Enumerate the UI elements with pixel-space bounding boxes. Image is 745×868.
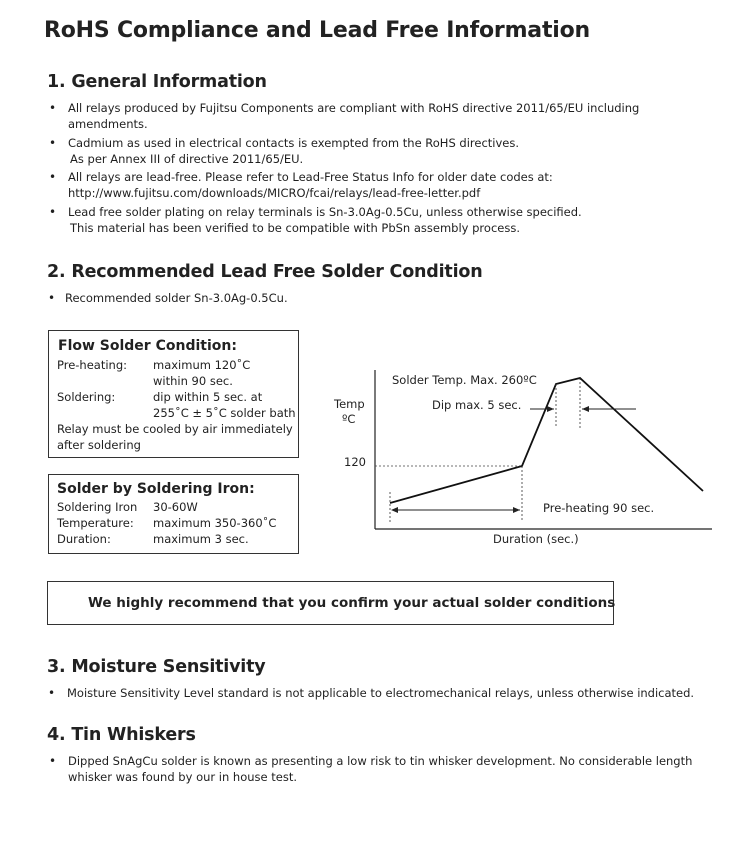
recommendation-text: We highly recommend that you confirm your actual solder conditions bbox=[88, 595, 616, 611]
bullet-link[interactable]: http://www.fujitsu.com/downloads/MICRO/fcai/relays/lead-free-letter.pdf bbox=[68, 186, 481, 200]
bullet-text: amendments. bbox=[68, 117, 148, 131]
x-axis-label: Duration (sec.) bbox=[493, 532, 579, 546]
bullet-text: whisker was found by our in house test. bbox=[68, 770, 297, 784]
list-item bbox=[49, 753, 708, 785]
iron-row-label: Soldering Iron bbox=[57, 500, 138, 514]
list-item bbox=[48, 685, 707, 701]
bullet-text: Cadmium as used in electrical contacts is exempted from the RoHS directives. bbox=[68, 136, 520, 150]
soldering-iron-box bbox=[48, 474, 299, 554]
list-item bbox=[49, 169, 688, 201]
bullet-text: Lead free solder plating on relay terminals is Sn-3.0Ag-0.5Cu, unless otherwise specified. bbox=[68, 205, 582, 219]
soldering-iron-title: Solder by Soldering Iron: bbox=[57, 481, 255, 497]
y-axis-label: Temp bbox=[334, 397, 365, 411]
page-title: RoHS Compliance and Lead Free Information bbox=[44, 18, 590, 43]
bullet-text: Recommended solder Sn-3.0Ag-0.5Cu. bbox=[65, 291, 288, 305]
iron-row-value: maximum 350-360˚C bbox=[153, 516, 277, 530]
preheat-label: Pre-heating 90 sec. bbox=[543, 501, 655, 515]
bullet-icon: • bbox=[49, 101, 57, 115]
bullet-icon: • bbox=[49, 136, 57, 150]
flow-solder-box bbox=[48, 330, 299, 458]
bullet-icon: • bbox=[49, 754, 57, 768]
y-axis-unit: ºC bbox=[342, 412, 356, 426]
preheat-value: maximum 120˚C bbox=[153, 358, 251, 372]
dip-label: Dip max. 5 sec. bbox=[432, 398, 522, 412]
soldering-value: 255˚C ± 5˚C solder bath bbox=[153, 406, 296, 420]
bullet-icon: • bbox=[48, 291, 56, 305]
bullet-icon: • bbox=[48, 686, 56, 700]
preheat-value: within 90 sec. bbox=[153, 374, 233, 388]
solder-temp-label: Solder Temp. Max. 260ºC bbox=[392, 373, 537, 387]
soldering-value: dip within 5 sec. at bbox=[153, 390, 263, 404]
y-tick-label: 120 bbox=[344, 455, 366, 469]
section-heading-general: 1. General Information bbox=[47, 72, 267, 92]
bullet-text: All relays produced by Fujitsu Components are compliant with RoHS directive 2011/65/EU including bbox=[68, 101, 640, 115]
bullet-icon: • bbox=[49, 205, 57, 219]
list-item bbox=[49, 100, 688, 132]
bullet-text: This material has been verified to be compatible with PbSn assembly process. bbox=[70, 221, 520, 235]
bullet-text: Moisture Sensitivity Level standard is not applicable to electromechanical relays, unless otherwise indicated. bbox=[67, 686, 695, 700]
temperature-profile-line bbox=[390, 378, 703, 503]
section-heading-solder: 2. Recommended Lead Free Solder Condition bbox=[47, 262, 483, 282]
iron-row-label: Temperature: bbox=[57, 516, 134, 530]
bullet-text: Dipped SnAgCu solder is known as presenting a low risk to tin whisker development. No considerable length bbox=[68, 754, 693, 768]
flow-solder-title: Flow Solder Condition: bbox=[58, 338, 237, 354]
cooling-note: after soldering bbox=[57, 438, 141, 452]
bullet-text: All relays are lead-free. Please refer to Lead-Free Status Info for older date codes at: bbox=[68, 170, 553, 184]
cooling-note: Relay must be cooled by air immediately bbox=[57, 422, 293, 436]
soldering-label: Soldering: bbox=[57, 390, 116, 404]
section-heading-tin-whiskers: 4. Tin Whiskers bbox=[47, 725, 196, 745]
iron-row-label: Duration: bbox=[57, 532, 111, 546]
recommendation-box bbox=[47, 581, 614, 625]
iron-row-value: maximum 3 sec. bbox=[153, 532, 249, 546]
list-item bbox=[48, 290, 685, 306]
preheat-label: Pre-heating: bbox=[57, 358, 128, 372]
iron-row-value: 30-60W bbox=[153, 500, 198, 514]
solder-profile-diagram bbox=[320, 360, 720, 560]
bullet-icon: • bbox=[49, 170, 57, 184]
list-item bbox=[49, 204, 688, 236]
section-heading-moisture: 3. Moisture Sensitivity bbox=[47, 657, 266, 677]
bullet-text: As per Annex III of directive 2011/65/EU. bbox=[70, 152, 304, 166]
list-item bbox=[49, 135, 688, 167]
